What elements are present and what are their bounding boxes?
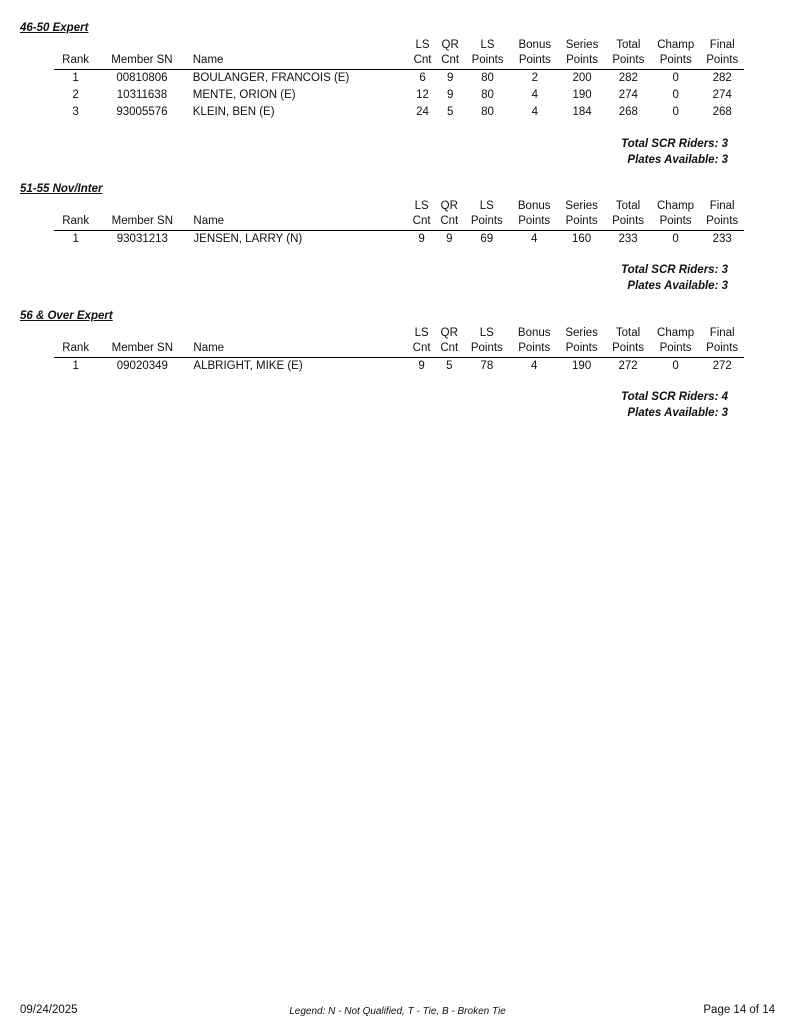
header-line: Rank: [62, 342, 90, 354]
cell-member-sn: 09020349: [116, 360, 168, 372]
header-line: Cnt: [440, 215, 459, 227]
section-title: 51-55 Nov/Inter: [20, 183, 103, 195]
table-row: [54, 70, 744, 88]
header-line: Name: [193, 342, 225, 354]
header-line: Cnt: [413, 54, 432, 66]
section-title: 46-50 Expert: [20, 22, 89, 34]
header-line: Points: [470, 342, 503, 354]
col-final-points-header: [700, 326, 744, 358]
header-line: Cnt: [440, 342, 459, 354]
cell-ls-cnt: 9: [418, 233, 425, 245]
header-line: [99, 199, 185, 214]
table-header-row: [54, 38, 744, 70]
cell-final-points: 274: [712, 89, 732, 101]
col-ls-cnt-header: [409, 38, 437, 70]
cell-champ-points: 0: [672, 106, 679, 118]
header-line: QR: [440, 200, 458, 212]
footer-page-number: Page 14 of 14: [703, 1004, 775, 1016]
header-line: [56, 38, 95, 53]
header-line: LS: [414, 327, 429, 339]
cell-champ-points: 0: [672, 72, 679, 84]
plates-available: Plates Available: 3: [627, 280, 728, 292]
cell-bonus-points: 4: [531, 233, 538, 245]
cell-qr-cnt: 5: [446, 106, 454, 118]
header-line: Total: [615, 327, 641, 339]
cell-champ-points: 0: [672, 89, 679, 101]
header-line: [193, 326, 405, 341]
col-champ-points-header: [651, 326, 701, 358]
plates-available: Plates Available: 3: [627, 407, 728, 419]
cell-rank: 1: [72, 233, 79, 245]
header-line: Points: [470, 215, 503, 227]
col-final-points-header: [700, 38, 744, 70]
header-line: Points: [471, 54, 504, 66]
col-ls-points-header: [463, 199, 510, 231]
col-member-sn-header: [97, 326, 187, 358]
header-line: Series: [565, 39, 599, 51]
cell-name: JENSEN, LARRY (N): [193, 233, 303, 245]
table-row: [54, 231, 744, 249]
cell-ls-points: 80: [481, 89, 494, 101]
header-line: Points: [612, 342, 645, 354]
header-line: Champ: [657, 327, 695, 339]
header-line: Final: [709, 327, 735, 339]
col-total-points-header: [605, 326, 650, 358]
header-line: Member SN: [111, 342, 174, 354]
col-member-sn-header: [97, 199, 187, 231]
cell-rank: 2: [72, 89, 79, 101]
col-qr-cnt-header: [435, 326, 463, 358]
col-rank-header: [54, 199, 97, 231]
cell-total-points: 272: [618, 360, 638, 372]
header-line: LS: [414, 200, 429, 212]
cell-rank: 1: [72, 72, 79, 84]
table-header-row: [54, 326, 744, 358]
total-scr-riders: Total SCR Riders: 3: [621, 138, 728, 150]
header-line: [56, 326, 95, 341]
table-row: [54, 104, 744, 121]
header-line: [56, 199, 95, 214]
col-name-header: [187, 199, 407, 231]
header-line: Series: [565, 327, 598, 339]
cell-ls-cnt: 9: [418, 360, 425, 372]
col-bonus-points-header: [511, 38, 558, 70]
header-line: Points: [612, 54, 645, 66]
cell-ls-points: 80: [481, 72, 494, 84]
header-line: [99, 326, 185, 341]
cell-ls-cnt: 12: [416, 89, 429, 101]
footer-date: 09/24/2025: [20, 1004, 78, 1016]
header-line: Points: [565, 215, 598, 227]
col-bonus-points-header: [511, 199, 558, 231]
cell-member-sn: 10311638: [116, 89, 168, 101]
header-line: [193, 38, 407, 53]
header-line: Member SN: [111, 54, 173, 66]
plates-available: Plates Available: 3: [627, 154, 728, 166]
total-scr-riders: Total SCR Riders: 3: [621, 264, 728, 276]
cell-ls-cnt: 24: [416, 106, 429, 118]
col-series-points-header: [558, 326, 605, 358]
header-line: Points: [612, 215, 645, 227]
section-title: 56 & Over Expert: [20, 310, 113, 322]
cell-ls-cnt: 6: [419, 72, 426, 84]
cell-total-points: 282: [618, 72, 638, 84]
header-line: Rank: [62, 215, 90, 227]
header-line: Points: [659, 215, 692, 227]
header-line: Points: [565, 342, 598, 354]
col-qr-cnt-header: [436, 38, 464, 70]
section-summary: [621, 389, 728, 421]
header-line: Points: [706, 54, 739, 66]
header-line: Total: [616, 39, 641, 51]
section-summary: [621, 262, 728, 294]
header-line: Name: [192, 54, 224, 66]
header-line: Bonus: [518, 39, 552, 51]
cell-series-points: 190: [572, 360, 592, 372]
cell-bonus-points: 4: [531, 106, 538, 118]
col-series-points-header: [558, 38, 605, 70]
cell-name: MENTE, ORION (E): [192, 89, 296, 101]
header-line: Member SN: [111, 215, 174, 227]
col-rank-header: [54, 326, 97, 358]
cell-member-sn: 00810806: [116, 72, 168, 84]
cell-bonus-points: 4: [531, 360, 538, 372]
cell-bonus-points: 4: [531, 89, 538, 101]
total-scr-riders: Total SCR Riders: 4: [621, 391, 728, 403]
header-line: Cnt: [412, 342, 431, 354]
footer-legend: Legend: N - Not Qualified, T - Tie, B - Broken Tie: [289, 1006, 506, 1017]
col-final-points-header: [700, 199, 744, 231]
col-ls-cnt-header: [408, 326, 436, 358]
cell-series-points: 190: [572, 89, 592, 101]
cell-ls-points: 69: [480, 233, 494, 245]
header-line: LS: [479, 200, 494, 212]
header-line: Points: [706, 215, 739, 227]
header-line: QR: [440, 327, 458, 339]
col-ls-cnt-header: [408, 199, 436, 231]
header-line: Final: [709, 39, 735, 51]
standings-table: [54, 38, 744, 121]
header-line: Bonus: [517, 200, 551, 212]
cell-member-sn: 93031213: [116, 233, 168, 245]
table-body: [54, 70, 744, 122]
cell-total-points: 274: [618, 89, 638, 101]
col-ls-points-header: [464, 38, 511, 70]
cell-bonus-points: 2: [531, 72, 538, 84]
header-line: Final: [709, 200, 735, 212]
header-line: Rank: [62, 54, 89, 66]
col-name-header: [187, 38, 409, 70]
cell-qr-cnt: 9: [446, 89, 454, 101]
header-line: Points: [659, 54, 692, 66]
col-champ-points-header: [651, 38, 700, 70]
cell-series-points: 200: [572, 72, 592, 84]
header-line: [193, 199, 405, 214]
cell-final-points: 272: [712, 360, 732, 372]
cell-member-sn: 93005576: [116, 106, 168, 118]
cell-champ-points: 0: [672, 233, 679, 245]
cell-final-points: 282: [712, 72, 732, 84]
header-line: Points: [659, 342, 692, 354]
cell-qr-cnt: 5: [446, 360, 453, 372]
cell-series-points: 160: [572, 233, 592, 245]
cell-series-points: 184: [572, 106, 592, 118]
cell-final-points: 268: [712, 106, 732, 118]
cell-ls-points: 78: [480, 360, 494, 372]
col-series-points-header: [558, 199, 605, 231]
table-row: [54, 358, 744, 376]
cell-rank: 3: [72, 106, 79, 118]
cell-name: ALBRIGHT, MIKE (E): [193, 360, 303, 372]
header-line: Total: [615, 200, 641, 212]
header-line: Points: [706, 342, 739, 354]
standings-table: [54, 199, 744, 248]
cell-name: BOULANGER, FRANCOIS (E): [192, 72, 350, 84]
header-line: Points: [518, 54, 551, 66]
header-line: Name: [193, 215, 225, 227]
standings-table: [54, 326, 744, 375]
table-body: [54, 358, 744, 376]
header-line: Series: [565, 200, 598, 212]
cell-total-points: 268: [618, 106, 638, 118]
header-line: LS: [415, 39, 430, 51]
header-line: QR: [441, 39, 459, 51]
header-line: Cnt: [441, 54, 460, 66]
header-line: [99, 38, 185, 53]
cell-qr-cnt: 9: [446, 233, 453, 245]
cell-ls-points: 80: [481, 106, 494, 118]
col-total-points-header: [606, 38, 651, 70]
col-rank-header: [54, 38, 97, 70]
cell-total-points: 233: [618, 233, 638, 245]
col-qr-cnt-header: [435, 199, 463, 231]
col-name-header: [187, 326, 407, 358]
header-line: Cnt: [412, 215, 431, 227]
col-total-points-header: [605, 199, 650, 231]
header-line: Bonus: [517, 327, 551, 339]
cell-qr-cnt: 9: [446, 72, 454, 84]
cell-rank: 1: [72, 360, 79, 372]
table-header-row: [54, 199, 744, 231]
table-body: [54, 231, 744, 249]
header-line: Champ: [657, 200, 695, 212]
header-line: Points: [566, 54, 599, 66]
header-line: Points: [518, 342, 551, 354]
table-row: [54, 87, 744, 104]
header-line: LS: [480, 39, 495, 51]
col-member-sn-header: [97, 38, 187, 70]
header-line: LS: [479, 327, 494, 339]
cell-champ-points: 0: [672, 360, 679, 372]
header-line: Champ: [657, 39, 695, 51]
col-champ-points-header: [651, 199, 701, 231]
section-summary: [621, 136, 728, 168]
cell-final-points: 233: [712, 233, 732, 245]
header-line: Points: [518, 215, 551, 227]
col-bonus-points-header: [511, 326, 558, 358]
cell-name: KLEIN, BEN (E): [192, 106, 275, 118]
col-ls-points-header: [463, 326, 510, 358]
